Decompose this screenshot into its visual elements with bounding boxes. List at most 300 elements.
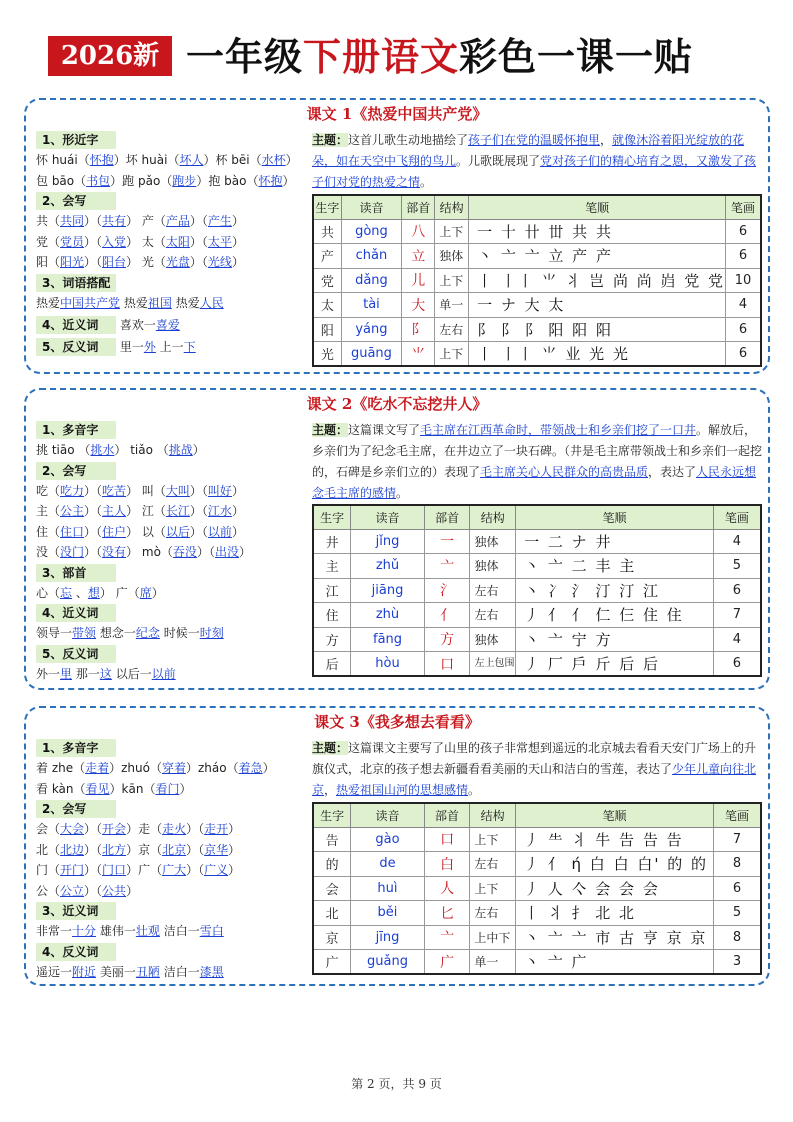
vocab-word[interactable]: 丑陋 [135, 964, 160, 979]
vocab-text: 着 zhe（ [36, 761, 86, 775]
table-header-row [313, 195, 761, 219]
column-header: 笔画 [713, 505, 761, 529]
vocab-word[interactable]: 光线 [207, 255, 232, 269]
year-badge: 2026新 [48, 36, 172, 76]
pinyin-cell: yáng [341, 317, 402, 342]
pinyin-cell: guǎng [351, 950, 425, 975]
stroke-order-cell: 一 ナ 大 太 [469, 293, 726, 318]
vocab-word[interactable]: 以前 [151, 666, 176, 681]
theme-highlight[interactable]: 热爱祖国山河的思想感情 [336, 783, 469, 797]
vocab-word[interactable]: 门口 [102, 863, 127, 877]
vocab-word[interactable]: 走火 [162, 822, 187, 836]
vocab-line [36, 623, 306, 644]
theme-label: 主题： [312, 423, 349, 437]
vocab-text: 共（ [36, 214, 61, 228]
vocab-word[interactable]: 挑战 [168, 443, 193, 457]
vocab-word[interactable]: 想 [87, 585, 100, 600]
vocab-text: ） [231, 524, 244, 539]
column-header: 读音 [341, 195, 402, 219]
stroke-order-cell: 丿 亻 亻 仁 仨 住 住 [516, 603, 714, 628]
pinyin-cell: běi [351, 901, 425, 926]
lesson-title: 课文 3《我多想去看看》 [306, 713, 488, 731]
vocab-word[interactable]: 人民 [199, 295, 224, 310]
vocab-text: 、 [72, 585, 88, 600]
vocab-word[interactable]: 没门 [60, 545, 85, 559]
vocab-text: 雄伟一 [96, 924, 136, 938]
section-label: 1、形近字 [36, 131, 116, 149]
vocab-text: ）广（ [126, 863, 163, 877]
stroke-count-cell: 7 [713, 827, 761, 852]
radical-cell: 立 [402, 244, 435, 269]
vocab-text: ） [262, 761, 275, 775]
vocab-text: ） 叫（ [126, 483, 166, 498]
vocab-line [36, 758, 306, 779]
stroke-order-cell: 丿 人 亽 会 会 会 [515, 876, 713, 901]
table-row [313, 554, 761, 579]
theme-summary [312, 420, 762, 504]
stroke-count-cell: 5 [713, 554, 761, 579]
structure-cell: 上下 [470, 827, 516, 852]
stroke-order-cell: 丶 亠 亠 立 产 产 [469, 244, 726, 269]
vocab-word[interactable]: 走开 [204, 822, 229, 836]
character-cell: 住 [313, 603, 351, 628]
vocab-word[interactable]: 吃力 [60, 483, 85, 498]
column-header: 读音 [351, 505, 425, 529]
character-cell: 告 [313, 827, 351, 852]
pinyin-cell: jiāng [351, 578, 425, 603]
pinyin-cell: hòu [351, 652, 425, 677]
column-header: 结构 [470, 505, 516, 529]
vocab-word[interactable]: 京华 [204, 842, 229, 857]
vocab-word[interactable]: 中国共产党 [60, 295, 121, 310]
character-cell: 北 [313, 901, 351, 926]
column-header: 生字 [313, 195, 341, 219]
stroke-order-cell: 丶 冫 氵 汀 汀 江 [516, 578, 714, 603]
lesson-title-bar [26, 394, 768, 414]
vocab-word[interactable]: 漆黑 [199, 964, 224, 979]
table-row [313, 603, 761, 628]
vocab-text: ） [228, 842, 241, 857]
theme-text: 。 [420, 175, 433, 189]
vocab-line [36, 881, 306, 902]
table-row [313, 244, 761, 269]
column-header: 笔画 [713, 803, 761, 827]
stroke-order-cell: 阝 阝 阝 阳 阳 阳 [469, 317, 726, 342]
vocab-text: ）（ [84, 883, 103, 898]
vocab-word[interactable]: 大叫 [165, 483, 190, 498]
table-row [313, 901, 761, 926]
vocab-word[interactable]: 怀抱 [258, 173, 283, 188]
vocab-word[interactable]: 北方 [102, 842, 127, 857]
character-cell: 京 [313, 925, 351, 950]
stroke-order-cell: 丶 亠 二 丰 主 [516, 554, 714, 579]
structure-cell: 左右 [470, 603, 516, 628]
character-cell: 会 [313, 876, 351, 901]
vocab-line [36, 664, 306, 685]
structure-cell: 独体 [470, 529, 516, 554]
theme-highlight[interactable]: 就像沐浴着阳光绽放的花朵，如在天空中飞翔的鸟儿 [312, 133, 745, 168]
stroke-order-cell: 一 二 ナ 井 [516, 529, 714, 554]
section-header [36, 420, 306, 440]
vocab-word[interactable]: 附近 [72, 964, 97, 979]
vocab-word[interactable]: 广大 [162, 863, 187, 877]
vocab-word[interactable]: 公立 [60, 883, 85, 898]
vocab-text: ）（ [186, 863, 205, 877]
section-header [36, 738, 306, 758]
vocab-text: ）（ [84, 545, 103, 559]
vocab-word[interactable]: 产生 [207, 214, 232, 228]
vocab-panel [36, 738, 306, 982]
pinyin-cell: gòng [341, 219, 402, 244]
vocab-word[interactable]: 阳台 [102, 255, 127, 269]
vocab-text: ）跑 pǎo（ [110, 173, 173, 188]
radical-cell: 亠 [424, 554, 470, 579]
vocab-text: 上一 [155, 340, 184, 354]
vocab-word[interactable]: 忘 [60, 585, 73, 600]
vocab-word[interactable]: 江水 [207, 504, 232, 518]
vocab-word[interactable]: 外 [143, 340, 156, 354]
vocab-text: 看 kàn（ [36, 781, 86, 796]
vocab-word[interactable]: 长江 [165, 504, 190, 518]
vocab-word[interactable]: 席 [139, 585, 152, 600]
vocab-text: ）（ [84, 255, 103, 269]
page-footer: 第 2 页，共 9 页 [351, 1077, 442, 1091]
vocab-panel [36, 130, 306, 359]
vocab-text: 想念一 [96, 626, 136, 640]
vocab-text: ） [231, 214, 244, 228]
vocab-word[interactable]: 公共 [102, 883, 127, 898]
vocab-text: ） [231, 504, 244, 518]
vocab-word[interactable]: 着急 [238, 761, 263, 775]
section-header [36, 273, 306, 293]
vocab-line [36, 440, 306, 461]
vocab-line [36, 211, 306, 232]
column-header: 读音 [351, 803, 425, 827]
section-header [36, 563, 306, 583]
vocab-word[interactable]: 带领 [72, 626, 97, 640]
section-label: 2、会写 [36, 800, 116, 818]
structure-cell: 左右 [470, 901, 516, 926]
column-header: 结构 [435, 195, 469, 219]
vocab-word[interactable]: 产品 [165, 214, 190, 228]
vocab-text: ）（ [189, 255, 208, 269]
vocab-text: ） 广（ [99, 585, 140, 600]
column-header: 部首 [424, 505, 470, 529]
radical-cell: 大 [402, 293, 435, 318]
vocab-text: ） 光（ [126, 255, 166, 269]
vocab-word[interactable]: 住口 [60, 524, 85, 539]
vocab-text: ） 产（ [126, 214, 166, 228]
table-row [313, 627, 761, 652]
theme-text: 这首儿歌生动地描绘了 [348, 133, 469, 147]
vocab-text: 以后一 [111, 666, 152, 681]
vocab-text: ）（ [84, 863, 103, 877]
radical-cell: 匕 [424, 901, 470, 926]
lesson-card-1 [24, 98, 770, 374]
pinyin-cell: tài [341, 293, 402, 318]
theme-label: 主题： [312, 741, 349, 755]
radical-cell: 亻 [424, 603, 470, 628]
column-header: 部首 [402, 195, 435, 219]
vocab-word[interactable]: 共同 [60, 214, 85, 228]
section-label: 2、会写 [36, 462, 116, 480]
vocab-text: ）京（ [126, 842, 163, 857]
vocab-text: 心（ [36, 585, 61, 600]
vocab-word[interactable]: 祖国 [147, 295, 172, 310]
stroke-order-cell: 丶 亠 亠 市 古 亨 京 京 [515, 925, 713, 950]
vocab-word[interactable]: 看见 [85, 781, 110, 796]
vocab-text: ） 江（ [126, 504, 166, 518]
stroke-count-cell: 4 [726, 293, 761, 318]
vocab-text: ）（ [189, 214, 208, 228]
vocab-word[interactable]: 光盘 [165, 255, 190, 269]
title-part-1: 一年级 [186, 34, 304, 79]
vocab-word[interactable]: 以后 [165, 524, 190, 539]
theme-summary [312, 738, 762, 801]
vocab-word[interactable]: 书包 [86, 173, 111, 188]
structure-cell: 独体 [470, 554, 516, 579]
vocab-word[interactable]: 共有 [102, 214, 127, 228]
vocab-word[interactable]: 开门 [60, 863, 85, 877]
vocab-line [36, 171, 306, 192]
vocab-text: 热爱 [171, 295, 200, 310]
lesson-card-2 [24, 388, 770, 690]
vocab-text: ）（ [84, 822, 103, 836]
vocab-text: 遥远一 [36, 964, 73, 979]
vocab-text: 包 bāo（ [36, 173, 87, 188]
vocab-line [36, 293, 306, 314]
vocab-text: ）抱 bào（ [196, 173, 259, 188]
vocab-word[interactable]: 壮观 [135, 924, 160, 938]
vocab-panel [36, 420, 306, 684]
vocab-word[interactable]: 北京 [162, 842, 187, 857]
vocab-line [36, 860, 306, 881]
theme-text: 。 [468, 783, 481, 797]
vocab-text: ）zhuó（ [109, 761, 162, 775]
vocab-text: 党（ [36, 234, 61, 249]
vocab-line [36, 840, 306, 861]
radical-cell: 一 [424, 529, 470, 554]
stroke-count-cell: 6 [726, 219, 761, 244]
stroke-count-cell: 4 [713, 529, 761, 554]
vocab-word[interactable]: 走着 [85, 761, 110, 775]
column-header: 生字 [313, 505, 351, 529]
vocab-word[interactable]: 里 [60, 666, 73, 681]
lesson-title: 课文 1《热爱中国共产党》 [299, 105, 496, 123]
section-header [36, 942, 306, 962]
vocab-text: 住（ [36, 524, 61, 539]
vocab-word[interactable]: 住户 [102, 524, 127, 539]
table-row [313, 317, 761, 342]
radical-cell: 口 [424, 652, 470, 677]
vocab-word[interactable]: 挑水 [90, 443, 115, 457]
vocab-word[interactable]: 水杯 [261, 153, 286, 167]
table-row [313, 827, 761, 852]
vocab-word[interactable]: 十分 [72, 924, 97, 938]
vocab-text: ）kān（ [109, 781, 156, 796]
stroke-count-cell: 6 [726, 317, 761, 342]
vocab-text: 没（ [36, 545, 61, 559]
lesson-card-3 [24, 706, 770, 986]
vocab-text: 美丽一 [96, 964, 136, 979]
section-label: 3、部首 [36, 564, 116, 582]
lesson-title-bar [26, 712, 768, 732]
vocab-line [36, 501, 306, 522]
pinyin-cell: guāng [341, 342, 402, 367]
vocab-text: 喜欢一 [116, 318, 156, 332]
table-row [313, 268, 761, 293]
table-row [313, 578, 761, 603]
vocab-word[interactable]: 广义 [204, 863, 229, 877]
vocab-word[interactable]: 喜爱 [155, 318, 180, 332]
vocab-text: 外一 [36, 666, 61, 681]
section-header [36, 603, 306, 623]
structure-cell: 左右 [470, 852, 516, 877]
title-part-4: 一课一贴 [537, 34, 694, 79]
section-header [36, 337, 306, 357]
vocab-text: 门（ [36, 863, 61, 877]
vocab-word[interactable]: 看门 [155, 781, 180, 796]
vocab-word[interactable]: 开会 [102, 822, 127, 836]
stroke-count-cell: 8 [713, 852, 761, 877]
theme-text: ， [600, 133, 613, 147]
section-label: 5、反义词 [36, 645, 116, 663]
vocab-text: 会（ [36, 822, 61, 836]
vocab-word[interactable]: 党员 [60, 234, 85, 249]
table-row [313, 293, 761, 318]
vocab-line [36, 150, 306, 171]
theme-highlight[interactable]: 孩子们在党的温暖怀抱里 [468, 133, 601, 147]
vocab-word[interactable]: 雪白 [199, 924, 224, 938]
vocab-word[interactable]: 下 [183, 340, 196, 354]
vocab-word[interactable]: 出没 [214, 545, 239, 559]
theme-highlight[interactable]: 毛主席在江西革命时，带领战士和乡亲们挖了一口井 [420, 423, 697, 437]
vocab-word[interactable]: 怀抱 [89, 153, 114, 167]
vocab-word[interactable]: 时刻 [199, 626, 224, 640]
character-cell: 广 [313, 950, 351, 975]
vocab-text: ）（ [84, 842, 103, 857]
structure-cell: 左上包围 [470, 652, 516, 677]
vocab-text: ） 太（ [126, 234, 166, 249]
column-header: 笔顺 [515, 803, 713, 827]
vocab-word[interactable]: 跑步 [172, 173, 197, 188]
vocab-text: ）（ [196, 545, 215, 559]
table-row [313, 852, 761, 877]
character-table [312, 194, 762, 367]
character-cell: 光 [313, 342, 341, 367]
theme-highlight[interactable]: 少年儿童向往北京 [312, 762, 757, 797]
vocab-text: 时候一 [159, 626, 200, 640]
vocab-word[interactable]: 太平 [207, 234, 232, 249]
theme-text: ，表达了 [648, 465, 697, 479]
stroke-count-cell: 10 [726, 268, 761, 293]
vocab-word[interactable]: 北边 [60, 842, 85, 857]
radical-cell: 方 [424, 627, 470, 652]
vocab-text: ） [282, 173, 295, 188]
table-row [313, 529, 761, 554]
vocab-text: 洁白一 [159, 924, 200, 938]
stroke-order-cell: 丨 丨丨 ⺌ 业 光 光 [469, 342, 726, 367]
vocab-word[interactable]: 太阳 [165, 234, 190, 249]
character-cell: 江 [313, 578, 351, 603]
character-table [312, 802, 762, 975]
vocab-text: 那一 [72, 666, 100, 681]
vocab-word[interactable]: 吞没 [172, 545, 197, 559]
vocab-text: ）（ [189, 234, 208, 249]
section-header [36, 901, 306, 921]
section-label: 4、近义词 [36, 316, 116, 334]
vocab-word[interactable]: 纪念 [135, 626, 160, 640]
vocab-word[interactable]: 吃苦 [102, 483, 127, 498]
column-header: 部首 [424, 803, 470, 827]
vocab-text: 热爱 [120, 295, 148, 310]
column-header: 笔顺 [469, 195, 726, 219]
vocab-text: 洁白一 [159, 964, 200, 979]
vocab-text: ）（ [189, 483, 208, 498]
radical-cell: 口 [424, 827, 470, 852]
pinyin-cell: huì [351, 876, 425, 901]
section-label: 2、会写 [36, 192, 116, 210]
vocab-word[interactable]: 坏人 [179, 153, 204, 167]
vocab-word[interactable]: 这 [99, 666, 112, 681]
vocab-text: ）（ [84, 524, 103, 539]
vocab-line [36, 542, 306, 563]
vocab-word[interactable]: 大会 [60, 822, 85, 836]
stroke-count-cell: 5 [713, 901, 761, 926]
vocab-text: ）杯 bēi（ [203, 153, 262, 167]
stroke-count-cell: 6 [726, 342, 761, 367]
pinyin-cell: jǐng [351, 529, 425, 554]
page-title [186, 32, 693, 82]
title-part-3: 彩色 [459, 34, 538, 79]
vocab-word[interactable]: 穿着 [161, 761, 186, 775]
theme-summary [312, 130, 762, 193]
vocab-text: ）（ [186, 842, 205, 857]
radical-cell: 儿 [402, 268, 435, 293]
section-header [36, 461, 306, 481]
character-cell: 的 [313, 852, 351, 877]
character-cell: 共 [313, 219, 341, 244]
structure-cell: 上中下 [470, 925, 516, 950]
theme-text: ， [324, 783, 337, 797]
structure-cell: 上下 [470, 876, 516, 901]
vocab-text: ） [126, 883, 139, 898]
vocab-text: ）zháo（ [186, 761, 239, 775]
pinyin-cell: gào [351, 827, 425, 852]
theme-highlight[interactable]: 人民永远想念毛主席的感情 [312, 465, 757, 500]
lesson-title-bar [26, 104, 768, 124]
vocab-word[interactable]: 主人 [102, 504, 127, 518]
vocab-word[interactable]: 入党 [102, 234, 127, 249]
vocab-word[interactable]: 阳光 [60, 255, 85, 269]
vocab-word[interactable]: 公主 [60, 504, 85, 518]
theme-highlight[interactable]: 毛主席关心人民群众的高贵品质 [480, 465, 649, 479]
character-cell: 主 [313, 554, 351, 579]
theme-panel [312, 738, 762, 978]
vocab-word[interactable]: 没有 [102, 545, 127, 559]
structure-cell: 上下 [435, 219, 469, 244]
vocab-word[interactable]: 叫好 [207, 483, 232, 498]
pinyin-cell: de [351, 852, 425, 877]
table-row [313, 950, 761, 975]
vocab-text: ）（ [84, 234, 103, 249]
stroke-order-cell: 一 十 卄 丗 共 共 [469, 219, 726, 244]
theme-highlight[interactable]: 党对孩子们的精心培育之恩，又激发了孩子们对党的热爱之情 [312, 154, 757, 189]
vocab-text: ） [238, 545, 251, 559]
column-header: 笔顺 [516, 505, 714, 529]
vocab-word[interactable]: 以前 [207, 524, 232, 539]
section-header [36, 130, 306, 150]
